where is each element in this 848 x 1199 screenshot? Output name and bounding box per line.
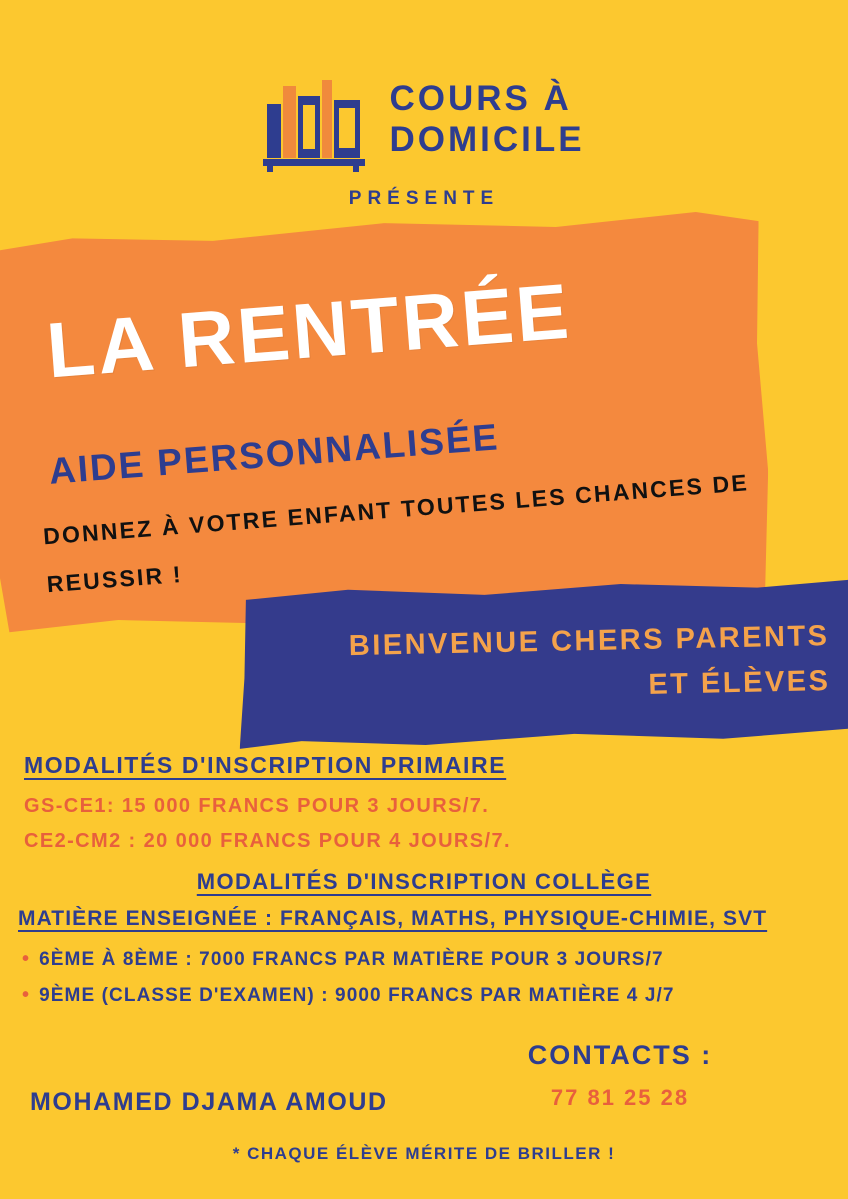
logo-line-1: COURS À bbox=[389, 79, 572, 118]
logo-block bbox=[0, 62, 848, 172]
contacts-title: CONTACTS : bbox=[527, 1040, 713, 1070]
primaire-heading: MODALITÉS D'INSCRIPTION PRIMAIRE bbox=[24, 752, 507, 778]
primaire-price-1: GS-CE1: 15 000 FRANCS POUR 3 JOURS/7. bbox=[24, 795, 490, 817]
college-subjects: MATIÈRE ENSEIGNÉE : FRANÇAIS, MATHS, PHYSIQUE-CHIMIE, SVT bbox=[18, 907, 768, 930]
shelf-leg-right bbox=[353, 163, 359, 172]
presente-label: PRÉSENTE bbox=[348, 188, 500, 209]
headline-main: LA RENTRÉE bbox=[43, 266, 575, 395]
shelf-leg-left bbox=[267, 163, 273, 172]
bookshelf-icon bbox=[263, 62, 375, 172]
college-bullet-2 bbox=[22, 985, 848, 1007]
headline-sub: AIDE PERSONNALISÉE bbox=[47, 416, 501, 492]
book-shape-2 bbox=[283, 86, 296, 158]
headline-tagline: DONNEZ À VOTRE ENFANT TOUTES LES CHANCES DE REUSSIR ! bbox=[42, 469, 750, 598]
bullet-dot-icon: • bbox=[22, 984, 31, 1006]
college-bullet-1 bbox=[22, 949, 848, 971]
shelf-bar bbox=[263, 159, 365, 166]
welcome-line-2: ET ÉLÈVES bbox=[648, 664, 831, 701]
footer-note: * CHAQUE ÉLÈVE MÉRITE DE BRILLER ! bbox=[232, 1144, 616, 1163]
bullet-dot-icon: • bbox=[22, 948, 31, 970]
contacts-block bbox=[470, 1040, 770, 1111]
book-shape-4 bbox=[322, 80, 332, 158]
primaire-price-2: CE2-CM2 : 20 000 FRANCS POUR 4 JOURS/7. bbox=[24, 830, 511, 852]
book-shape-3 bbox=[298, 96, 320, 158]
logo-line-2: DOMICILE bbox=[389, 120, 585, 160]
welcome-text bbox=[257, 614, 831, 716]
college-heading: MODALITÉS D'INSCRIPTION COLLÈGE bbox=[196, 869, 652, 894]
book-shape-1 bbox=[267, 104, 281, 158]
details-section bbox=[0, 752, 848, 1007]
logo-text bbox=[389, 62, 584, 161]
college-bullet-2-text: 9ÈME (CLASSE D'EXAMEN) : 9000 FRANCS PAR MATIÈRE 4 J/7 bbox=[39, 985, 675, 1006]
contacts-phone[interactable]: 77 81 25 28 bbox=[550, 1085, 690, 1110]
book-shape-5 bbox=[334, 100, 360, 158]
college-bullet-1-text: 6ÈME À 8ÈME : 7000 FRANCS PAR MATIÈRE POUR 3 JOURS/7 bbox=[39, 949, 664, 970]
welcome-line-1: BIENVENUE CHERS PARENTS bbox=[348, 620, 830, 663]
contact-person-name: MOHAMED DJAMA AMOUD bbox=[30, 1088, 388, 1116]
